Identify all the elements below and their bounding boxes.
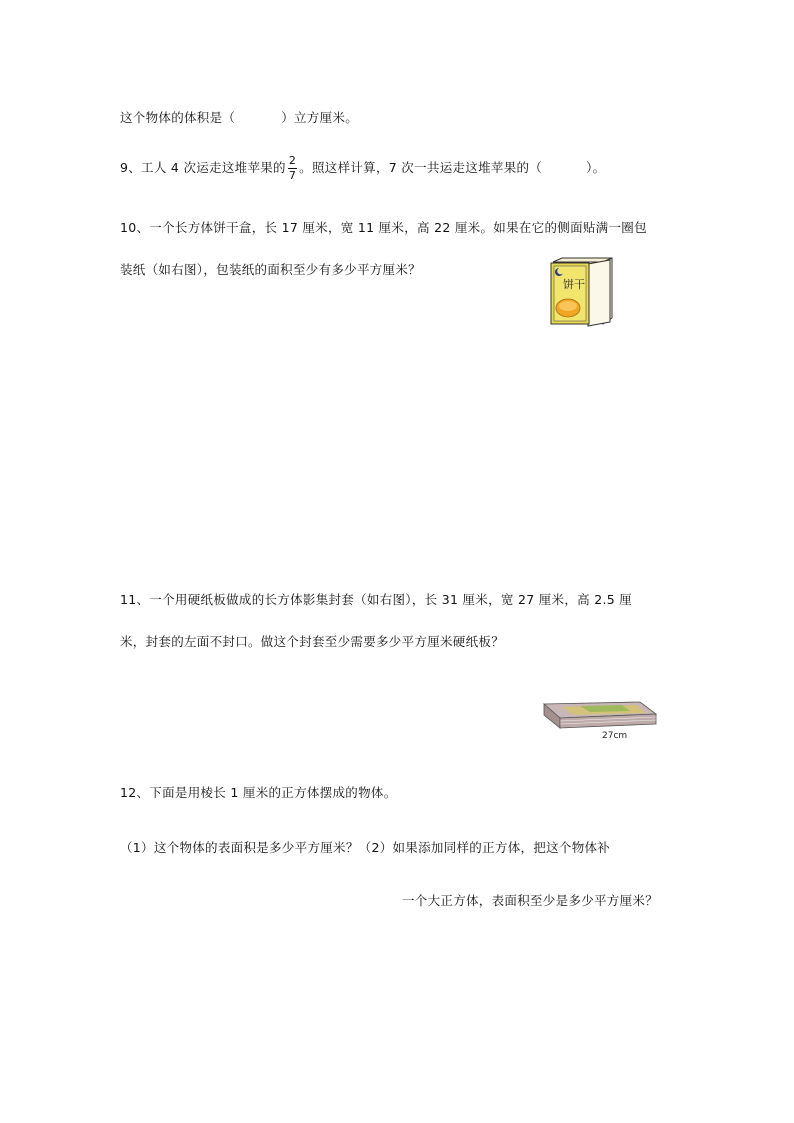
q9-text-after: ）。 [586, 160, 606, 175]
q12-line-3: 一个大正方体，表面积至少是多少平方厘米？ [402, 893, 659, 908]
q8-text-before: 这个物体的体积是（ [120, 110, 236, 125]
q11-line-2: 米，封套的左面不封口。做这个封套至少需要多少平方厘米硬纸板？ [120, 634, 505, 649]
album-dimension-label: 27cm [602, 731, 628, 741]
q9-text-before: 9、工人 4 次运走这堆苹果的 [120, 160, 286, 175]
q9-fraction-denominator: 7 [288, 169, 297, 182]
q8-text-after: ）立方厘米。 [281, 110, 359, 125]
q8-volume-line [120, 108, 358, 126]
q9-fraction [288, 154, 297, 183]
q10-line-1: 10、一个长方体饼干盒，长 17 厘米，宽 11 厘米，高 22 厘米。如果在它的侧面贴满一圈包 [120, 220, 647, 235]
biscuit-box-figure [548, 256, 616, 328]
q11-line-1: 11、一个用硬纸板做成的长方体影集封套（如右图），长 31 厘米，宽 27 厘米，高 2.5 厘 [120, 592, 633, 607]
q9-text-middle: 。照这样计算，7 次一共运走这堆苹果的（ [299, 160, 543, 175]
q12-line-1: 12、下面是用棱长 1 厘米的正方体摆成的物体。 [120, 785, 397, 800]
album-cover-figure [540, 698, 660, 742]
biscuit-box-label: 饼干 [563, 278, 585, 291]
q12-line-2: （1）这个物体的表面积是多少平方厘米？（2）如果添加同样的正方体，把这个物体补 [120, 840, 611, 855]
q10-line-2: 装纸（如右图），包装纸的面积至少有多少平方厘米？ [120, 262, 421, 277]
q9-fraction-numerator: 2 [288, 154, 297, 167]
q9-line [120, 154, 605, 183]
